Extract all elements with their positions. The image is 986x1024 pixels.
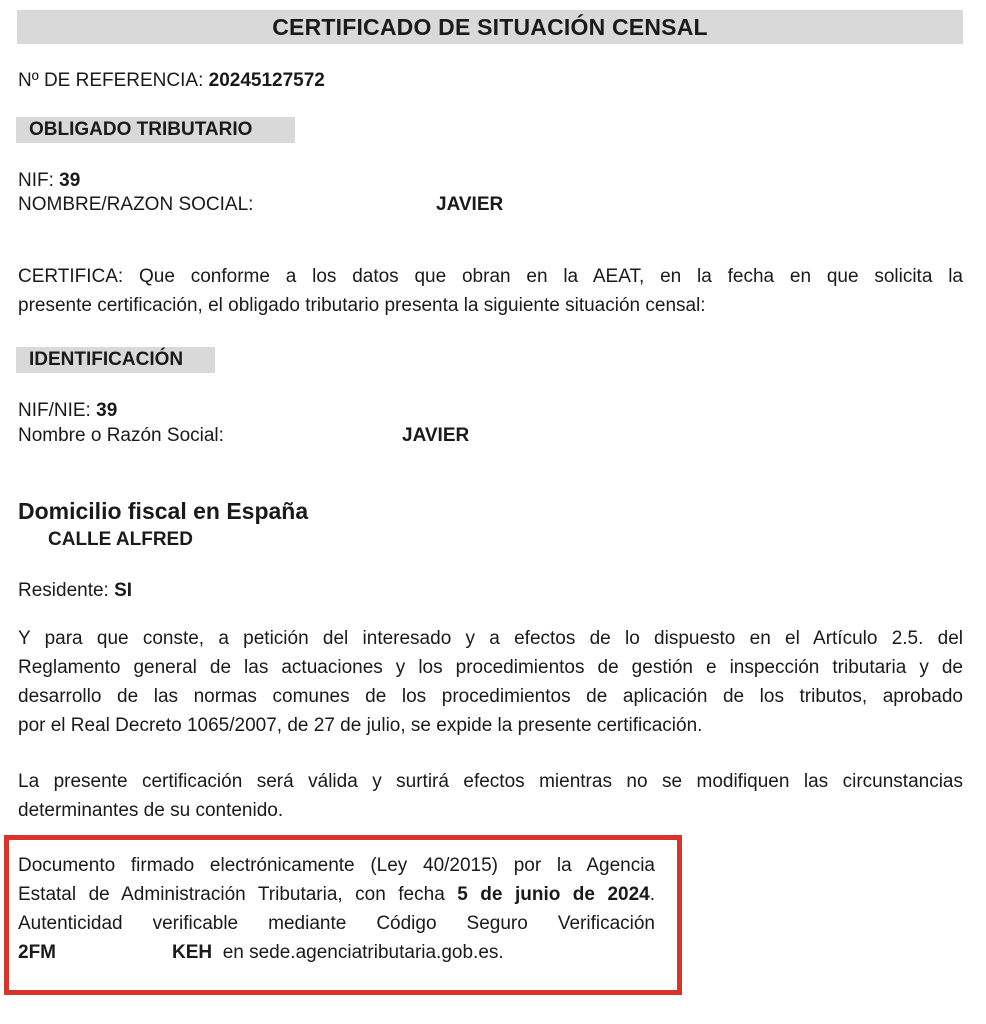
- reference-label: Nº DE REFERENCIA:: [18, 70, 204, 91]
- csv-start: 2FM: [18, 942, 56, 963]
- obligado-nif-label: NIF:: [18, 170, 54, 191]
- firma-line-2-post: .: [649, 884, 656, 905]
- certifica-line-1: CERTIFICA: Que conforme a los datos que obran en la AEAT, en la fecha en que solicita la: [18, 266, 963, 287]
- obligado-nombre-value: JAVIER: [436, 194, 504, 215]
- obligado-nif-line: [18, 169, 80, 193]
- identificacion-nif-label: NIF/NIE:: [18, 400, 91, 421]
- obligado-nombre-label: NOMBRE/RAZON SOCIAL:: [18, 194, 254, 215]
- firma-line-3: Autenticidad verificable mediante Código Seguro Verificación: [18, 913, 655, 934]
- section-identificacion: [16, 347, 215, 373]
- firma-line-1: Documento firmado electrónicamente (Ley 40/2015) por la Agencia: [18, 855, 655, 876]
- page-title: CERTIFICADO DE SITUACIÓN CENSAL: [272, 13, 708, 40]
- firma-line-2: [18, 880, 655, 909]
- section-identificacion-title: IDENTIFICACIÓN: [29, 349, 184, 370]
- residente-value: SI: [114, 580, 133, 601]
- firma-line-4-post: en sede.agenciatributaria.gob.es.: [222, 942, 504, 963]
- certifica-line-2: presente certificación, el obligado tributario presenta la siguiente situación censal:: [18, 295, 706, 316]
- section-obligado-title: OBLIGADO TRIBUTARIO: [29, 119, 253, 140]
- residente-line: [18, 579, 132, 603]
- validez-paragraph: [18, 767, 963, 825]
- conste-line-1: Y para que conste, a petición del interesado y a efectos de lo dispuesto en el Artículo 2.5. del: [18, 628, 963, 649]
- title-bar: [17, 10, 963, 44]
- conste-line-3: desarrollo de las normas comunes de los procedimientos de aplicación de los tributos, aprobado: [18, 686, 963, 707]
- firma-date: 5 de junio de 2024: [457, 884, 650, 905]
- reference-line: [18, 69, 325, 93]
- certifica-paragraph: [18, 262, 963, 320]
- domicilio-heading: Domicilio fiscal en España: [18, 498, 309, 524]
- identificacion-nombre-label: Nombre o Razón Social:: [18, 425, 224, 446]
- identificacion-nombre-value: JAVIER: [402, 425, 470, 446]
- identificacion-nif-value: 39: [96, 400, 118, 421]
- conste-line-2: Reglamento general de las actuaciones y los procedimientos de gestión e inspección tributaria y de: [18, 657, 963, 678]
- csv-end: KEH: [172, 942, 213, 963]
- reference-value: 20245127572: [208, 70, 325, 91]
- validez-line-1: La presente certificación será válida y surtirá efectos mientras no se modifiquen las circunstancias: [18, 771, 963, 792]
- obligado-nif-value: 39: [59, 170, 81, 191]
- section-obligado: [16, 117, 295, 143]
- identificacion-nif-line: [18, 399, 117, 423]
- firma-line-2-pre: Estatal de Administración Tributaria, con fecha: [18, 884, 445, 905]
- validez-line-2: determinantes de su contenido.: [18, 800, 284, 821]
- domicilio-address: CALLE ALFRED: [48, 529, 193, 550]
- firma-line-4: [18, 938, 655, 967]
- residente-label: Residente:: [18, 580, 109, 601]
- conste-line-4: por el Real Decreto 1065/2007, de 27 de julio, se expide la presente certificación.: [18, 715, 703, 736]
- conste-paragraph: [18, 624, 963, 740]
